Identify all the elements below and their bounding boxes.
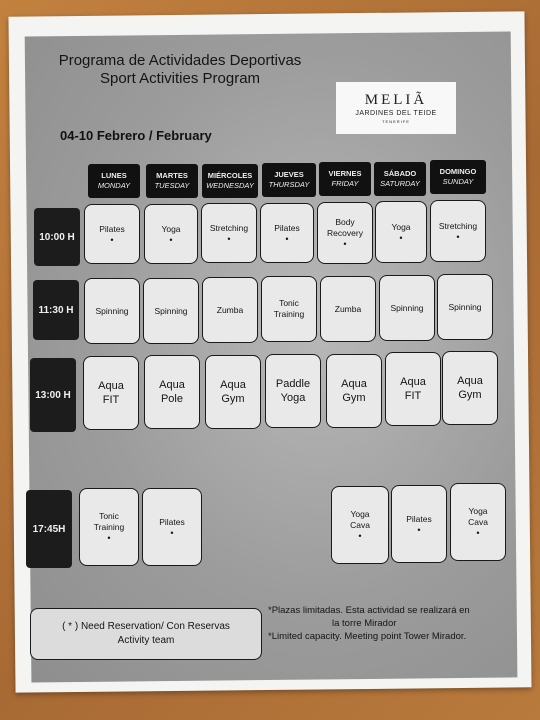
activity-cell <box>430 200 486 262</box>
activity-label: Aqua Gym <box>341 378 367 404</box>
day-header-thursday <box>262 163 316 197</box>
day-en: SUNDAY <box>442 177 474 186</box>
activity-label: Yoga <box>161 223 181 234</box>
activity-label: Body Recovery <box>327 217 363 238</box>
reservation-marker: • <box>456 231 460 242</box>
reservation-marker: • <box>170 527 174 538</box>
day-es: MARTES <box>156 171 188 180</box>
day-en: SATURDAY <box>380 179 420 188</box>
activity-label: Stretching <box>209 222 249 233</box>
activity-label: Aqua Gym <box>220 379 246 405</box>
activity-label: Yoga Cava <box>350 509 370 530</box>
logo-subtitle: JARDINES DEL TEIDE <box>355 110 437 117</box>
activity-label: Yoga Cava <box>468 506 488 527</box>
day-en: TUESDAY <box>154 181 190 190</box>
time-slot-1300: 13:00 H <box>30 358 76 432</box>
activity-label: Spinning <box>95 305 129 316</box>
day-header-sunday <box>430 160 486 194</box>
activity-label: Tonic Training <box>93 511 125 532</box>
activity-label: Spinning <box>448 301 482 312</box>
time-slot-1130: 11:30 H <box>33 280 79 340</box>
reservation-marker: • <box>227 233 231 244</box>
logo-brand: MELIÃ <box>364 92 428 108</box>
reservation-marker: • <box>107 533 111 543</box>
time-slot-1000: 10:00 H <box>34 208 80 266</box>
activity-cell <box>205 355 261 429</box>
activity-label: Pilates <box>406 513 432 524</box>
activity-cell <box>379 275 435 341</box>
activity-label: Pilates <box>159 516 185 527</box>
reservation-legend <box>30 608 262 660</box>
activity-cell <box>442 351 498 425</box>
activity-label: Spinning <box>154 305 188 316</box>
day-header-wednesday <box>202 164 258 198</box>
activity-label: Aqua Pole <box>159 379 185 405</box>
title-spanish: Programa de Actividades Deportivas <box>58 52 302 69</box>
reservation-marker: • <box>285 233 289 244</box>
activity-cell <box>201 203 257 263</box>
note-spanish-line1: *Plazas limitadas. Esta actividad se realizará en <box>268 605 470 616</box>
activity-label: Zumba <box>216 304 244 315</box>
activity-cell <box>84 278 140 344</box>
activity-label: Aqua FIT <box>400 376 426 402</box>
activity-cell <box>142 488 202 566</box>
capacity-note <box>268 604 514 643</box>
reservation-marker: • <box>399 232 403 243</box>
activity-cell <box>331 486 389 564</box>
activity-label: Aqua FIT <box>98 380 124 406</box>
day-es: DOMINGO <box>439 167 477 176</box>
note-english: *Limited capacity. Meeting point Tower Mirador. <box>268 631 467 642</box>
reservation-legend-text: ( * ) Need Reservation/ Con Reservas <box>62 621 230 632</box>
activity-cell <box>261 276 317 342</box>
activity-cell <box>84 204 140 264</box>
program-title <box>30 52 330 88</box>
day-es: VIERNES <box>328 169 362 178</box>
day-header-tuesday <box>146 164 198 198</box>
reservation-marker: • <box>417 524 421 535</box>
reservation-marker: • <box>169 234 173 245</box>
activity-label: Pilates <box>99 223 125 234</box>
activity-label: Pilates <box>274 222 300 233</box>
day-en: MONDAY <box>97 181 131 190</box>
activity-label: Stretching <box>438 220 478 231</box>
activity-cell <box>144 355 200 429</box>
activity-label: Tonic Training <box>273 298 305 319</box>
time-slot-1745: 17:45H <box>26 490 72 568</box>
activity-cell <box>144 204 198 264</box>
activity-label: Paddle Yoga <box>275 378 311 404</box>
activity-cell <box>437 274 493 340</box>
activity-label: Spinning <box>390 302 424 313</box>
day-header-friday <box>319 162 371 196</box>
activity-cell <box>260 203 314 263</box>
activity-cell <box>265 354 321 428</box>
reservation-marker: • <box>110 234 114 245</box>
day-es: MIÉRCOLES <box>207 171 253 180</box>
activity-cell <box>79 488 139 566</box>
logo-location: TENERIFE <box>382 119 410 124</box>
day-en: THURSDAY <box>268 180 310 189</box>
day-es: JUEVES <box>274 170 304 179</box>
activity-cell <box>317 202 373 264</box>
activity-cell <box>143 278 199 344</box>
reservation-marker: • <box>343 239 347 249</box>
day-header-saturday <box>374 162 426 196</box>
activity-cell <box>391 485 447 563</box>
activity-cell <box>320 276 376 342</box>
reservation-marker: • <box>476 528 480 538</box>
day-header-monday <box>88 164 140 198</box>
activity-label: Yoga <box>391 221 411 232</box>
day-en: WEDNESDAY <box>206 181 254 190</box>
title-english: Sport Activities Program <box>99 70 261 87</box>
activity-cell <box>375 201 427 263</box>
day-es: LUNES <box>101 171 127 180</box>
activity-label: Zumba <box>334 303 362 314</box>
activity-label: Aqua Gym <box>457 375 483 401</box>
day-es: SÁBADO <box>383 169 417 178</box>
activity-team-label: Activity team <box>117 635 175 646</box>
activity-cell <box>326 354 382 428</box>
day-en: FRIDAY <box>331 179 359 188</box>
reservation-marker: • <box>358 531 362 541</box>
date-range: 04-10 Febrero / February <box>60 128 212 143</box>
activity-cell <box>202 277 258 343</box>
activity-cell <box>450 483 506 561</box>
activity-cell <box>83 356 139 430</box>
note-spanish-line2: la torre Mirador <box>332 618 397 629</box>
activity-cell <box>385 352 441 426</box>
hotel-logo <box>336 82 456 134</box>
